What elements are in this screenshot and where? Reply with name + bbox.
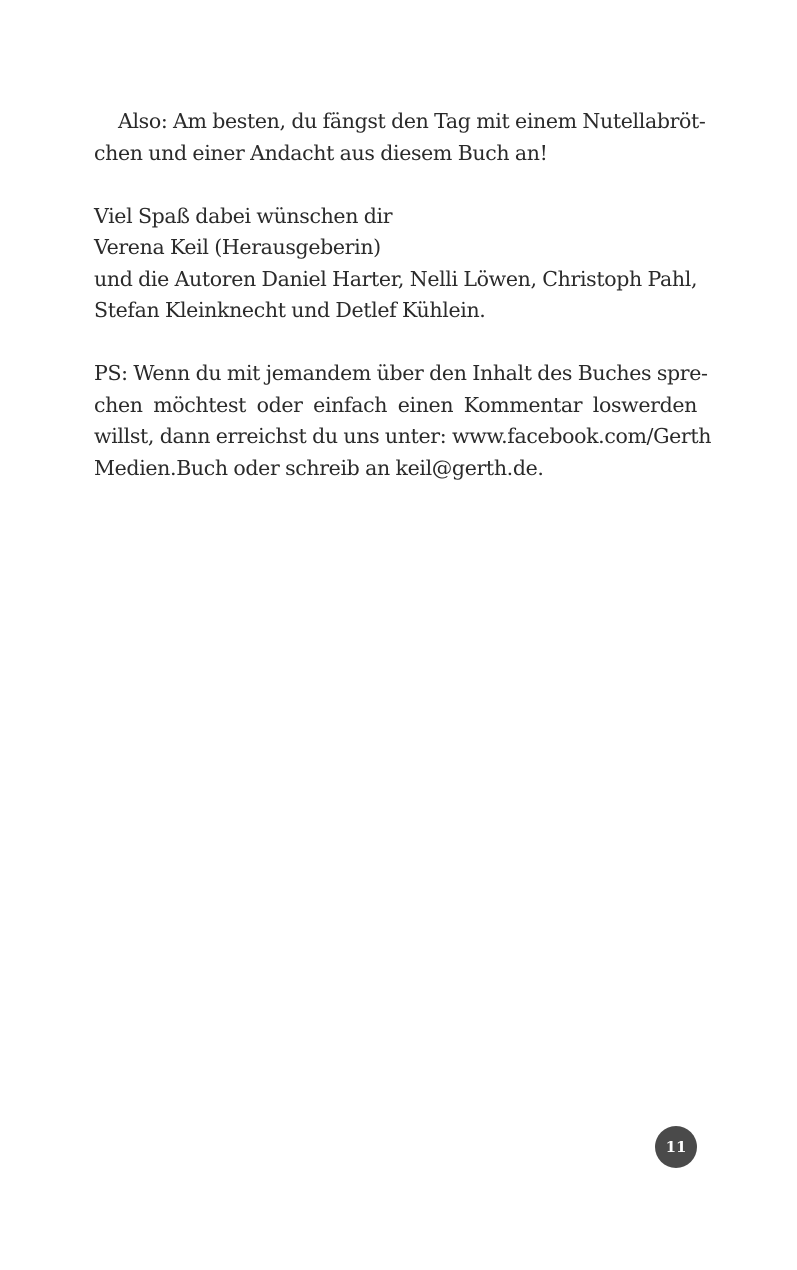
page-body	[94, 106, 712, 516]
page-number-badge: 11	[655, 1126, 697, 1168]
text-line: PS: Wenn du mit jemandem über den Inhalt des Buches spre-	[94, 361, 708, 385]
text-line: Also: Am besten, du fängst den Tag mit einem Nutellabröt-	[118, 109, 706, 133]
postscript-paragraph	[94, 358, 712, 484]
text-line: chen und einer Andacht aus diesem Buch an!	[94, 140, 548, 165]
text-line: willst, dann erreichst du uns unter: www.facebook.com/Gerth	[94, 424, 712, 448]
text-line: chen möchtest oder einfach einen Kommentar loswerden	[94, 392, 697, 417]
text-line: Viel Spaß dabei wünschen dir	[94, 203, 393, 228]
signoff-block	[94, 201, 697, 327]
text-line: Stefan Kleinknecht und Detlef Kühlein.	[94, 298, 486, 322]
text-line: Verena Keil (Herausgeberin)	[94, 235, 381, 259]
text-line: Medien.Buch oder schreib an keil@gerth.de.	[94, 455, 544, 480]
intro-paragraph	[94, 106, 706, 169]
text-line: und die Autoren Daniel Harter, Nelli Löwen, Christoph Pahl,	[94, 266, 698, 291]
